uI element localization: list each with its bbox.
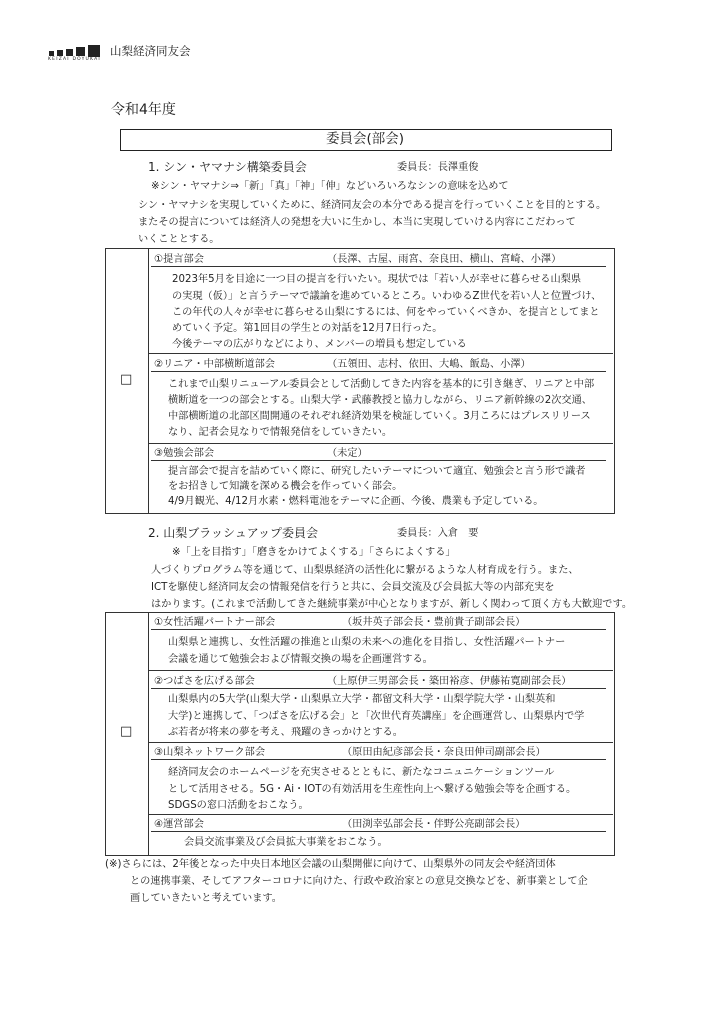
subcommittee-text: 大学)と連携して、「つばさを広げる会」と「次世代育英講座」を企画運営し、山梨県内で学	[168, 711, 585, 722]
subcommittee-title: ②リニア・中部横断道部会	[154, 359, 275, 370]
subcommittee-text: これまで山梨リニューアル委員会として活動してきた内容を基本的に引き継ぎ、リニアと中部	[168, 379, 595, 390]
brand-name: 山梨経済同友会	[110, 44, 191, 58]
checkbox[interactable]: □	[120, 372, 133, 387]
section-intro-line: ICTを駆使し経済同友会の情報発信を行うと共に、会員交流及び会員拡大等の内部充実を	[151, 582, 555, 593]
table-divider	[148, 670, 613, 671]
checkbox[interactable]: □	[120, 724, 133, 739]
section-intro-line: シン・ヤマナシを実現していくために、経済同友会の本分である提言を行っていくことを目的とする。	[138, 200, 607, 211]
subcommittee-text: 今後テーマの広がりなどにより、メンバーの増員も想定している	[172, 339, 467, 350]
section-chair: 委員長：長澤重俊	[397, 162, 479, 173]
subcommittee-text: 2023年5月を目途に一つ目の提言を行いたい。現状では「若い人が幸せに暮らせる山梨県	[172, 274, 582, 285]
subcommittee-text: 会議を通じて勉強会および情報交換の場を企画運営する。	[168, 654, 433, 665]
subcommittee-text: この年代の人々が幸せに暮らせる山梨にするには、何をやっていくべきか、を提言としてまと	[172, 307, 600, 318]
subcommittee-text: 山梨県内の5大学(山梨大学・山梨県立大学・都留文科大学・山梨学院大学・山梨英和	[168, 694, 556, 705]
subcommittee-members: （坂井英子部会長・豊前貴子副部会長）	[342, 617, 526, 628]
section-tagline: ※「上を目指す」「磨きをかけてよくする」「さらによくする」	[172, 547, 456, 558]
table-divider	[148, 443, 613, 444]
subcommittee-text: ぶ若者が将来の夢を考え、飛躍のきっかけとする。	[168, 727, 403, 738]
footnote-line: 画していきたいと考えています。	[130, 893, 282, 904]
section-title: 1. シン・ヤマナシ構築委員会	[148, 160, 307, 174]
section-intro-line: またその提言については経済人の発想を大いに生かし、本当に実現していける内容にこだわって	[138, 217, 576, 228]
subcommittee-members: （未定）	[327, 448, 368, 459]
subcommittee-text: 山梨県と連携し、女性活躍の推進と山梨の未来への進化を目指し、女性活躍パートナー	[168, 637, 566, 648]
subcommittee-title: ④運営部会	[154, 819, 204, 830]
subcommittee-text: SDGSの窓口活動をおこなう。	[168, 800, 309, 811]
subcommittee-text: 4/9月観光、4/12月水素・燃料電池をテーマに企画、今後、農業も予定している。	[168, 496, 544, 507]
subcommittee-title: ③勉強会部会	[154, 448, 215, 459]
table-divider	[148, 814, 613, 815]
subcommittee-text: 中部横断道の北部区間開通のそれぞれ経済効果を検証していく。3月ころにはプレスリリース	[168, 411, 591, 422]
section-tagline: ※シン・ヤマナシ⇒「新」「真」「神」「伸」などいろいろなシンの意味を込めて	[151, 181, 509, 192]
section-intro-line: はかります。(これまで活動してきた継続事業が中心となりますが、新しく関わって頂く方も大歓迎です。	[151, 599, 633, 610]
section-title: 2. 山梨ブラッシュアップ委員会	[148, 526, 318, 540]
subcommittee-text: として活用させる。5G・Ai・IOTの有効活用を生産性向上へ繋げる勉強会等を企画する。	[168, 784, 577, 795]
title-underline	[151, 371, 606, 372]
subcommittee-text: 提言部会で提言を詰めていく際に、研究したいテーマについて適宜、勉強会と言う形で識者	[168, 466, 586, 477]
banner-title: 委員会(部会)	[325, 131, 405, 147]
footnote-line: (※)さらには、2年後となった中央日本地区会議の山梨開催に向けて、山梨県外の同友会や経済団体	[105, 859, 556, 870]
fiscal-year: 令和4年度	[111, 102, 176, 118]
title-underline	[151, 460, 606, 461]
subcommittee-text: の実現（仮）」と言うテーマで議論を進めているところ。いわゆるZ世代を若い人と位置づけ、	[172, 291, 602, 302]
title-underline	[151, 831, 606, 832]
brand-subtitle: KEIZAI DOYUKAI	[48, 57, 101, 62]
subcommittee-members: （上原伊三男部会長・築田裕彦、伊藤祐寛副部会長）	[327, 676, 572, 687]
section-intro-line: 人づくりプログラム等を通じて、山梨県経済の活性化に繋がるような人材育成を行う。また、	[151, 565, 579, 576]
subcommittee-title: ③山梨ネットワーク部会	[154, 747, 266, 758]
subcommittee-members: （原田由紀彦部会長・奈良田伸司副部会長）	[342, 747, 546, 758]
subcommittee-text: 経済同友会のホームページを充実させるとともに、新たなコニュニケーションツール	[168, 767, 555, 778]
subcommittee-members: （田渕幸弘部会長・伴野公亮副部会長）	[342, 819, 526, 830]
section-intro-line: いくこととする。	[138, 234, 220, 245]
table-divider	[148, 248, 149, 513]
subcommittee-title: ①女性活躍パートナー部会	[154, 617, 276, 628]
title-underline	[151, 688, 606, 689]
subcommittee-members: （長澤、古屋、雨宮、奈良田、横山、宮崎、小澤）	[327, 254, 562, 265]
subcommittee-text: 会員交流事業及び会員拡大事業をおこなう。	[184, 837, 388, 848]
subcommittee-text: をお招きして知識を深める機会を作っていく部会。	[168, 481, 403, 492]
subcommittee-title: ②つばさを広げる部会	[154, 676, 255, 687]
subcommittee-text: 横断道を一つの部会とする。山梨大学・武藤教授と協力しながら、リニア新幹線の2次交通、	[168, 395, 592, 406]
subcommittee-text: めていく予定。第1回目の学生との対話を12月7日行った。	[172, 323, 443, 334]
subcommittee-title: ①提言部会	[154, 254, 204, 265]
subcommittee-text: なり、記者会見なりで情報発信をしていきたい。	[168, 427, 393, 438]
title-underline	[151, 266, 606, 267]
subcommittee-members: （五領田、志村、依田、大嶋、飯島、小澤）	[327, 359, 531, 370]
table-divider	[148, 742, 613, 743]
table-divider	[148, 353, 613, 354]
title-underline	[151, 759, 606, 760]
table-divider	[148, 612, 149, 855]
title-underline	[151, 629, 606, 630]
footnote-line: との連携事業、そしてアフターコロナに向けた、行政や政治家との意見交換などを、新事業として企	[130, 876, 588, 887]
section-chair: 委員長：入倉 要	[397, 528, 479, 539]
